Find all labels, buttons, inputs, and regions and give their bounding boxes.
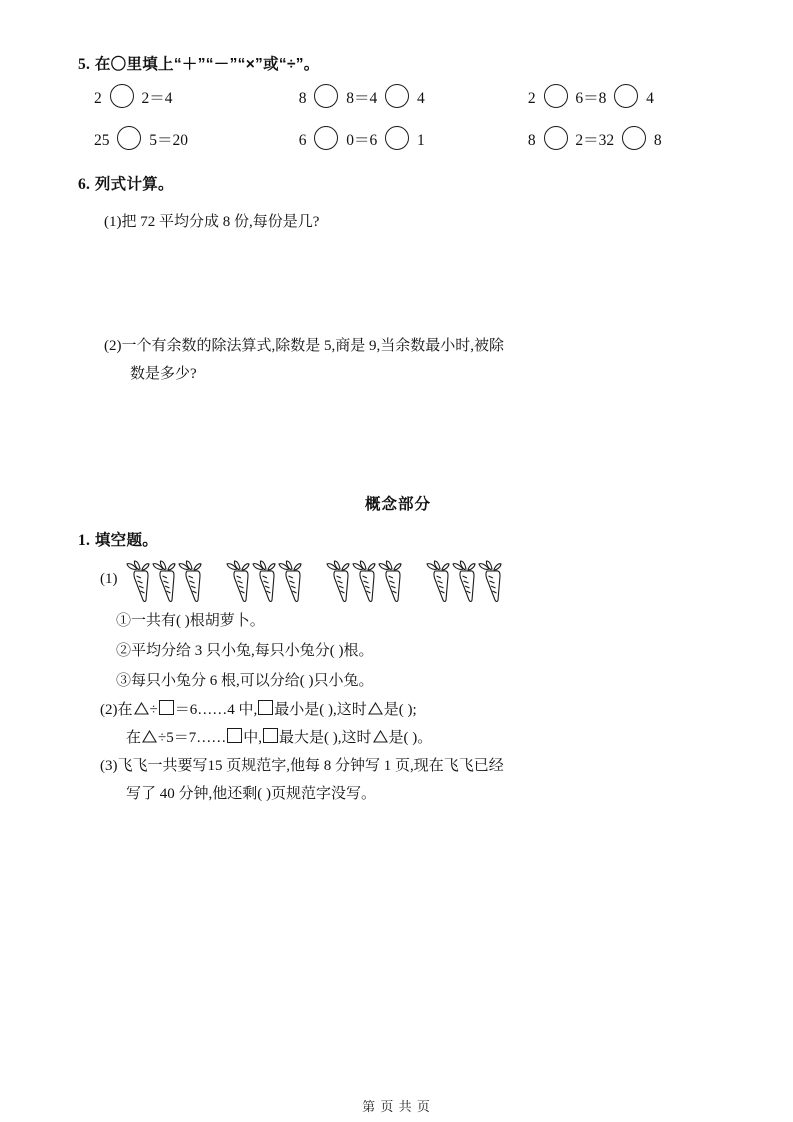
exercise-5-number: 5.: [78, 56, 91, 73]
operator-circle-blank[interactable]: [385, 126, 409, 150]
text: 是( );: [383, 702, 417, 718]
operand: 2＝4: [141, 90, 173, 107]
exercise-5-item: [94, 126, 299, 154]
triangle-icon: [373, 730, 388, 743]
answer-space-1[interactable]: [78, 236, 718, 332]
operand: 8: [653, 132, 662, 149]
page-footer: 第 页 共 页: [362, 1099, 431, 1114]
divide-symbol: ÷: [149, 702, 158, 718]
carrot-icon: [276, 560, 306, 604]
concept-item-3-line-2: 写了 40 分钟,他还剩( )页规范字没写。: [126, 786, 376, 802]
operator-circle-blank[interactable]: [622, 126, 646, 150]
operand: 0＝6: [346, 132, 378, 149]
exercise-6-number: 6.: [78, 176, 91, 193]
operator-circle-blank[interactable]: [544, 126, 568, 150]
text: 在: [126, 730, 142, 746]
text: ÷5＝7……: [158, 730, 227, 746]
item-label-1: (1): [100, 571, 118, 587]
operand: 4: [646, 90, 654, 107]
answer-space-2[interactable]: [78, 388, 718, 492]
text: (2)在: [100, 702, 133, 718]
operand: 8: [527, 132, 536, 149]
triangle-icon: [368, 702, 383, 715]
text: 最大是( ),这时: [279, 730, 372, 746]
exercise-5-row-1: [94, 84, 718, 112]
exercise-5-title: 在〇里填上“＋”“－”“×”或“÷”。: [94, 56, 320, 73]
carrot-illustration: [100, 560, 718, 604]
operand: 4: [417, 90, 425, 107]
exercise-6-question-2-line-1: (2)一个有余数的除法算式,除数是 5,商是 9,当余数最小时,被除: [104, 338, 504, 354]
page-content: [78, 52, 718, 808]
carrot-icon: [176, 560, 206, 604]
concept-item-2-line-1: [100, 696, 718, 724]
text: 是( )。: [388, 730, 433, 746]
operand: 8＝4: [346, 90, 378, 107]
concept-sub-question-1: ①一共有( )根胡萝卜。: [116, 613, 265, 629]
exercise-5-item: [299, 126, 528, 154]
square-blank-icon[interactable]: [263, 728, 278, 743]
carrot-icon: [376, 560, 406, 604]
operator-circle-blank[interactable]: [110, 84, 134, 108]
concept-question-1-number: 1.: [78, 532, 91, 549]
operand: 5＝20: [149, 132, 189, 149]
square-blank-icon[interactable]: [159, 700, 174, 715]
operand: 2＝32: [575, 132, 615, 149]
operator-circle-blank[interactable]: [117, 126, 141, 150]
exercise-5-item: [299, 84, 528, 112]
exercise-6-title: 列式计算。: [94, 176, 174, 193]
concept-sub-question-2: ②平均分给 3 只小兔,每只小兔分( )根。: [116, 643, 374, 659]
operator-circle-blank[interactable]: [544, 84, 568, 108]
operand: 2: [94, 90, 102, 107]
text: 中,: [243, 730, 263, 746]
triangle-icon: [134, 702, 149, 715]
square-blank-icon[interactable]: [258, 700, 273, 715]
operator-circle-blank[interactable]: [614, 84, 638, 108]
operand: 6＝8: [575, 90, 607, 107]
concept-item-3-line-1: (3)飞飞一共要写15 页规范字,他每 8 分钟写 1 页,现在飞飞已经: [100, 758, 504, 774]
concept-sub-question-3: ③每只小兔分 6 根,可以分给( )只小兔。: [116, 673, 374, 689]
carrot-group: [224, 560, 302, 604]
section-title-concept: 概念部分: [364, 496, 431, 513]
exercise-5-row-2: [94, 126, 718, 154]
operand: 8: [298, 90, 307, 107]
operator-circle-blank[interactable]: [314, 126, 338, 150]
operand: 6: [298, 132, 307, 149]
exercise-5-item: [94, 84, 299, 112]
operand: 1: [417, 132, 425, 149]
operator-circle-blank[interactable]: [385, 84, 409, 108]
carrot-icon: [476, 560, 506, 604]
carrot-group: [324, 560, 402, 604]
operator-circle-blank[interactable]: [314, 84, 338, 108]
operand: 2: [527, 90, 536, 107]
exercise-5-item: [528, 126, 718, 154]
carrot-group: [124, 560, 202, 604]
concept-question-1-title: 填空题。: [94, 532, 159, 549]
exercise-5-item: [528, 84, 718, 112]
exercise-6-question-1: (1)把 72 平均分成 8 份,每份是几?: [104, 214, 320, 230]
exercise-6-heading: [78, 172, 718, 194]
carrot-group: [424, 560, 502, 604]
operand: 25: [94, 132, 110, 149]
triangle-icon: [142, 730, 157, 743]
concept-item-2-line-2: [126, 724, 718, 752]
text: ＝6……4 中,: [174, 702, 258, 718]
text: 最小是( ),这时: [274, 702, 367, 718]
square-blank-icon[interactable]: [227, 728, 242, 743]
exercise-6-question-2-line-2: 数是多少?: [130, 366, 197, 382]
exercise-5-heading: [78, 52, 718, 74]
concept-question-1-heading: [78, 528, 718, 550]
